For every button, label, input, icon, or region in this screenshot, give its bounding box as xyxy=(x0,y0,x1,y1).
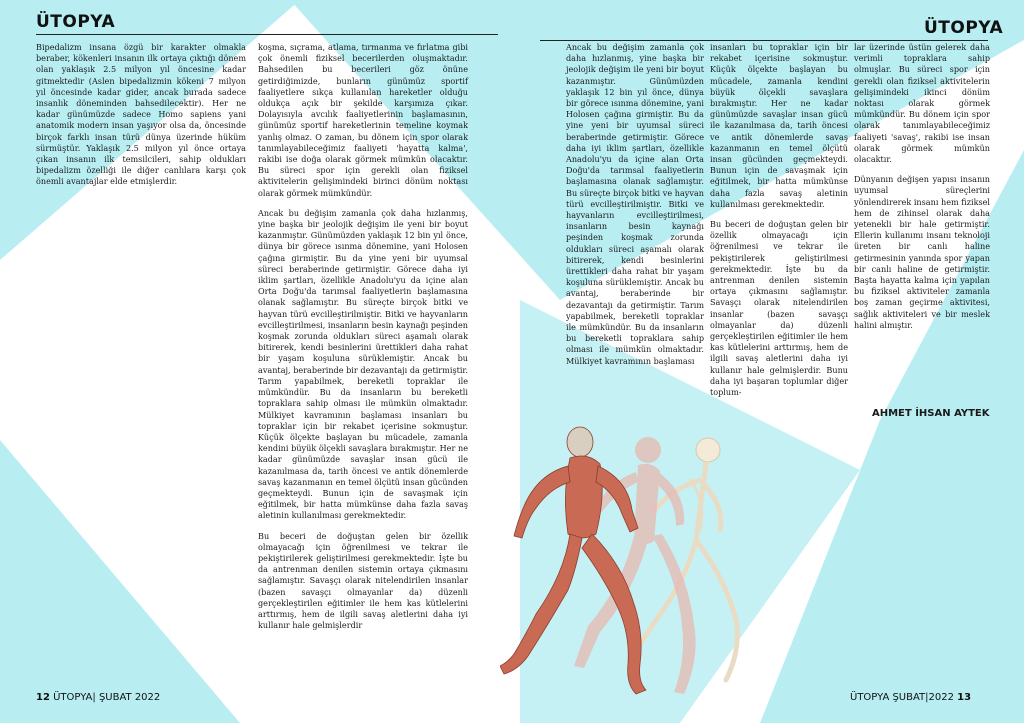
right-page-column-2 xyxy=(710,42,848,398)
right-page-column-1 xyxy=(566,42,704,382)
left-header-rule xyxy=(36,34,498,35)
left-footer-text: ÜTOPYA| ŞUBAT 2022 xyxy=(53,692,161,703)
left-page-number: 12 xyxy=(36,692,50,703)
author-signature: AHMET İHSAN AYTEK xyxy=(872,408,990,419)
left-page-footer xyxy=(36,692,160,703)
right-page-footer xyxy=(850,692,971,703)
right-page-column-3 xyxy=(854,42,990,362)
paragraph: koşma, sıçrama, atlama, tırmanma ve fırlatma gibi çok önemli fiziksel becerilerden oluşmaktadır. Bahsedilen bu becerileri göz önüne getirdiğimizde, bunların günümüz sportif faaliyetlere sıkça kullanılan hareketler olduğu oldukça açık bir şekilde karşımıza çıkar. Dolayısıyla avcılık faaliyetlerinin başlamasının, günümüz sportif hareketlerinin temeline koymak yanlış olmaz. O zaman, bu dönem için spor olarak tanımlayabileceğimiz faaliyeti 'hayatta kalma', rakibi ise doğa olarak görmek mümkün olacaktır. Bu süreci spor için gerekli olan fiziksel aktivitelerin gelişimindeki birinci dönüm noktası olarak görmek mümkündür. xyxy=(258,42,468,198)
right-page-number: 13 xyxy=(957,692,972,703)
paragraph: Ancak bu değişim zamanla çok daha hızlanmış, yine başka bir jeolojik değişim ile yeni bir boyut kazanmıştır. Günümüzden yaklaşık 12 bin yıl önce, dünya bir görece ısınma dönemine, yani Holosen çağına girmiştir. Bu da yine yeni bir uyumsal süreci beraberinde getirmiştir. Görece daha iyi iklim şartları, özellikle Anadolu'yu da içine alan Orta Doğu'da tarımsal faaliyetlerin başlamasına olanak sağlamıştır. Bu süreçte birçok bitki ve hayvan türü evcilleştirilmiştir. Bitki ve hayvanların evcilleştirilmesi, insanların besin kaynağı peşinden koşmak zorunda oldukları süreci aşamalı olarak bitirerek, kendi besinlerini ürettikleri daha rahat bir yaşam koşuluna sürüklemiştir. Ancak bu avantaj, beraberinde bir dezavantajı da getirmiştir. Tarım yapabilmek, bereketli topraklar ile mümkündür. Bu da insanların bu bereketli topraklara sahip olması ile mümkün olmaktadır. Mülkiyet kavramının başlaması xyxy=(566,42,704,366)
left-magazine-title: ÜTOPYA xyxy=(36,12,116,32)
paragraph: insanları bu topraklar için bir rekabet içerisine sokmuştur. Küçük ölçekte başlayan bu mücadele, zamanla kendini büyük ölçekli savaşlara bırakmıştır. Her ne kadar günümüzde savaşlar insan gücü ile kazanılmasa da, tarih öncesi ve antik dönemlerde savaş kazanmanın en temel ölçütü insan gücünden geçmekteydi. Bunun için de savaşmak için eğitilmek, bir hatta mümkünse daha fazla savaş aletinin kullanılması gerekmektedir. xyxy=(710,42,848,209)
paragraph: Ancak bu değişim zamanla çok daha hızlanmış, yine başka bir jeolojik değişim ile yeni bir boyut kazanmıştır. Günümüzden yaklaşık 12 bin yıl önce, dünya bir görece ısınma dönemine, yani Holosen çağına girmiştir. Bu da yine yeni bir uyumsal süreci beraberinde getirmiştir. Görece daha iyi iklim şartları, özellikle Anadolu'yu da içine alan Orta Doğu'da tarımsal faaliyetlerin başlamasına olanak sağlamıştır. Bu süreçte birçok bitki ve hayvan türü evcilleştirilmiştir. Bitki ve hayvanların evcilleştirilmesi, insanların besin kaynağı peşinden koşmak zorunda oldukları süreci aşamalı olarak bitirerek, kendi besinlerini ürettikleri daha rahat bir yaşam koşuluna sürüklemiştir. Ancak bu avantaj, beraberinde bir dezavantajı da getirmiştir. Tarım yapabilmek, bereketli topraklar ile mümkündür. Bu da insanların bu bereketli topraklara sahip olması ile mümkün olmaktadır. Mülkiyet kavramının başlaması insanları bu topraklar için bir rekabet içerisine sokmuştur. Küçük ölçekte başlayan bu mücadele, zamanla kendini büyük ölçekli savaşlara bırakmıştır. Her ne kadar günümüzde savaşlar insan gücü ile kazanılmasa da, tarih öncesi ve antik dönemlerde savaş kazanmanın en temel ölçütü insan gücünden geçmekteydi. Bunun için de savaşmak için eğitilmek, bir hatta mümkünse daha fazla savaş aletinin kullanılması gerekmektedir. xyxy=(258,207,468,521)
muscle-figure xyxy=(500,427,646,694)
right-footer-text: ÜTOPYA ŞUBAT|2022 xyxy=(850,692,954,703)
anatomical-running-figures-illustration xyxy=(500,410,770,710)
left-page-column-1 xyxy=(36,42,246,672)
right-magazine-title: ÜTOPYA xyxy=(924,18,1004,38)
right-header-rule xyxy=(540,40,988,41)
paragraph: Dünyanın değişen yapısı insanın uyumsal süreçlerini yönlendirerek insanı hem fiziksel hem de zihinsel olarak daha yetenekli bir hale getirmiştir. Ellerin kullanımı insanı teknoloji üreten bir canlı haline getirmesinin yanında spor yapan bir canlı haline de getirmiştir. Başta hayatta kalma için yapılan bu fiziksel aktiviteler zamanla boş zaman geçirme aktivitesi, sağlık aktiviteleri ve bir meslek halini almıştır. xyxy=(854,174,990,330)
paragraph: Bipedalizm insana özgü bir karakter olmakla beraber, kökenleri insanın ilk ortaya çıktığı dönem olan yaklaşık 2.5 milyon yıl öncesine kadar gitmektedir (Aslen bipedalizmin kökeni 7 milyon yıl öncesinde kadar gider, ancak burada sadece insanlık döneminden bahsedilecektir). Her ne kadar günümüzde sadece Homo sapiens yani anatomik modern insan yaşıyor olsa da, öncesinde birçok farklı insan türü dünya üzerinde hüküm sürmüştür. Yaklaşık 2.5 milyon yıl önce ortaya çıkan insanın ilk temsilcileri, sahip oldukları bipedalizm özelliği ile diğer canlılara karşı çok önemli avantajlar elde etmişlerdir. xyxy=(36,42,246,187)
paragraph: Bu beceri de doğuştan gelen bir özellik olmayacağı için öğrenilmesi ve tekrar ile pekiştirilerek geliştirilmesi gerekmektedir. İşte bu da antrenman denilen sistemin ortaya çıkmasını sağlamıştır. Savaşçı olarak nitelendirilen insanlar (bazen savaşçı olmayanlar da) düzenli gerçekleştirilen eğitimler ile hem kas kütlelerini arttırmış, hem de ilgili savaş aletlerini daha iyi kullanır hale gelmişlerdir. Bunu daha iyi başaran toplumlar diğer toplum- xyxy=(710,219,848,398)
paragraph: lar üzerinde üstün gelerek daha verimli topraklara sahip olmuşlar. Bu süreci spor için gerekli olan fiziksel aktivitelerin gelişimindeki ikinci dönüm noktası olarak görmek mümkündür. Bu dönem için spor olarak tanımlayabileceğimiz faaliyeti 'savaş', rakibi ise insan olarak görmek mümkün olacaktır. xyxy=(854,42,990,165)
paragraph: Bu beceri de doğuştan gelen bir özellik olmayacağı için öğrenilmesi ve tekrar ile pekiştirilerek geliştirilmesi gerekmektedir. İşte bu da antrenman denilen sistemin ortaya çıkmasını sağlamıştır. Savaşçı olarak nitelendirilen insanlar (bazen savaşçı olmayanlar da) düzenli gerçekleştirilen eğitimler ile hem kas kütlelerini arttırmış, hem de ilgili savaş aletlerini daha iyi kullanır hale gelmişlerdir xyxy=(258,530,468,631)
left-page-column-2 xyxy=(258,42,468,672)
